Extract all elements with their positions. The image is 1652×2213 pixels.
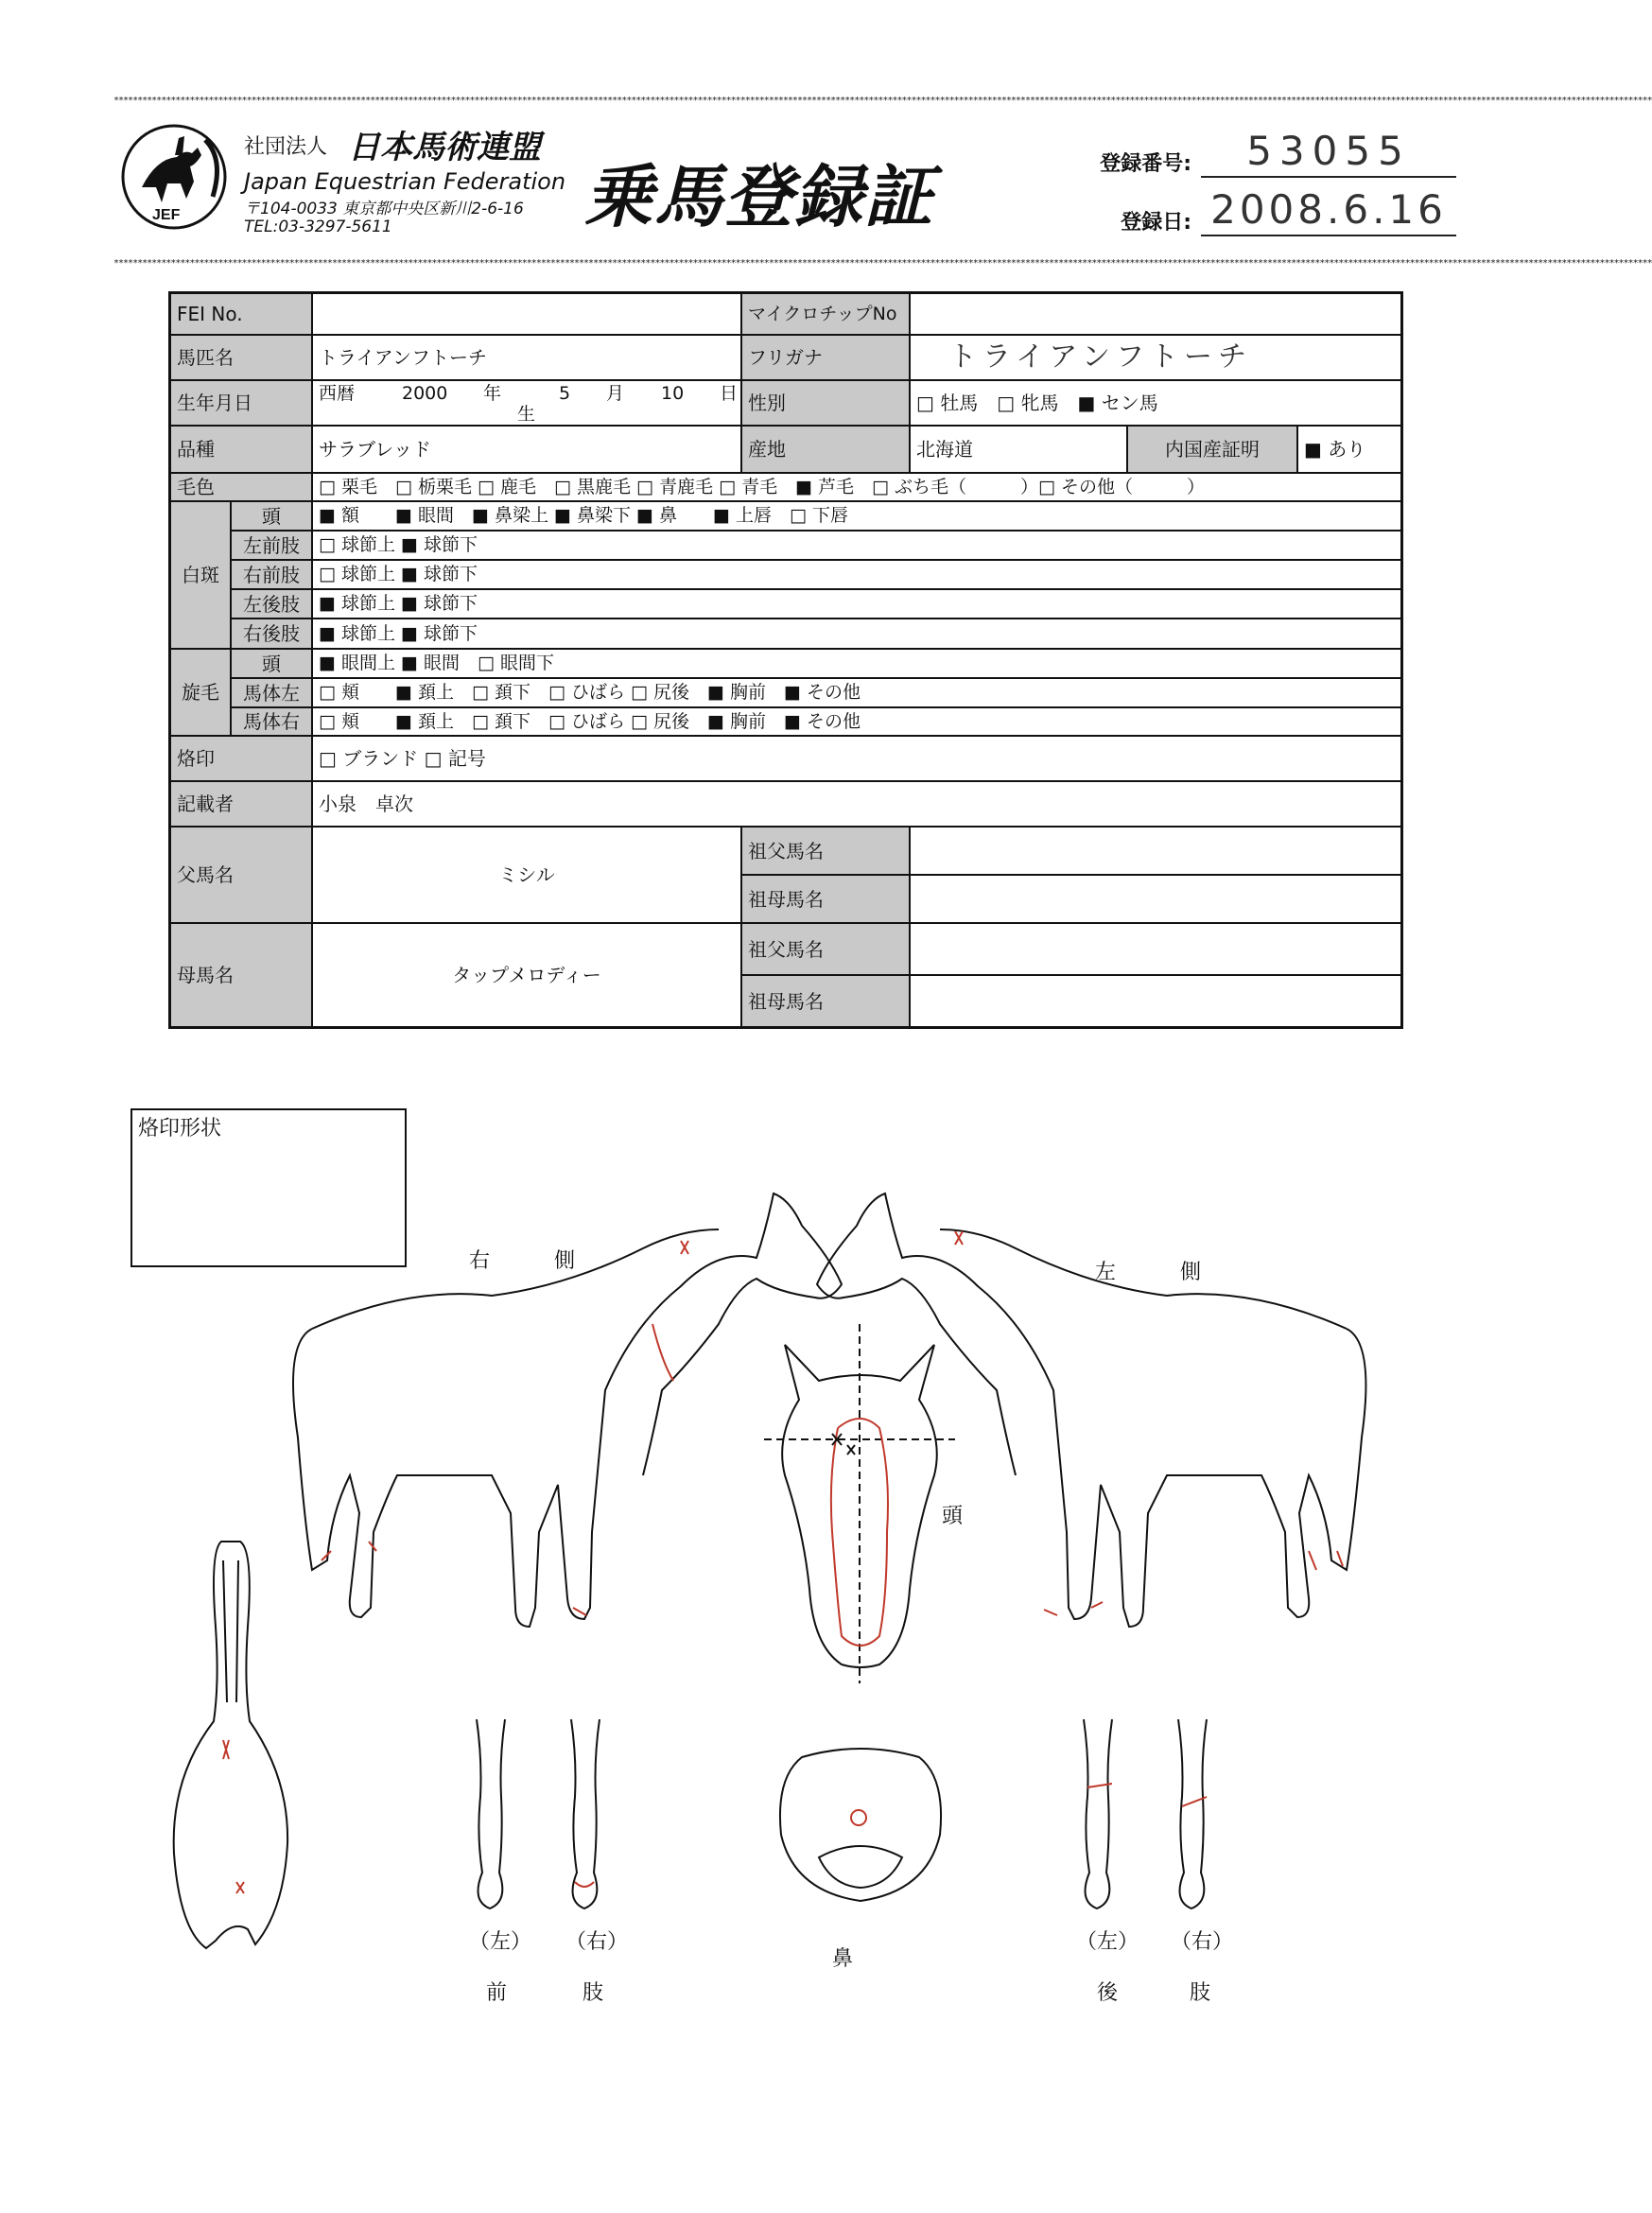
breed-label: 品種 bbox=[171, 427, 311, 472]
dam-label: 母馬名 bbox=[171, 924, 311, 1026]
furigana-label: フリガナ bbox=[742, 336, 909, 379]
dam-granddam-label: 祖母馬名 bbox=[742, 976, 909, 1026]
sex-label: 性別 bbox=[742, 381, 909, 425]
year-unit: 年 bbox=[483, 383, 502, 404]
document-title: 乗馬登録証 bbox=[584, 157, 935, 236]
birth-year: 2000 bbox=[402, 383, 448, 404]
white-mark-part-left-hind: 左後肢 bbox=[232, 590, 311, 618]
dam-value: タップメロディー bbox=[452, 964, 601, 986]
right-side-horse-outline bbox=[293, 1194, 842, 1627]
hind-caption-1: 後 bbox=[1097, 1981, 1119, 2005]
sex-option-gelding: ■ セン馬 bbox=[1077, 392, 1158, 414]
whorls-label: 旋毛 bbox=[171, 650, 230, 735]
fore-caption-2: 肢 bbox=[583, 1981, 604, 2005]
nose-view bbox=[780, 1749, 941, 1901]
logo-text: JEF bbox=[152, 207, 181, 223]
fore-legs-view bbox=[477, 1719, 600, 1908]
horse-top-view bbox=[174, 1542, 287, 1948]
origin-value: 北海道 bbox=[916, 438, 973, 461]
fore-caption-1: 前 bbox=[486, 1981, 508, 2005]
left-side-label-2: 側 bbox=[1180, 1261, 1202, 1284]
white-mark-right-hind-value: ■ 球節上 ■ 球節下 bbox=[319, 622, 478, 644]
origin-label: 産地 bbox=[742, 427, 909, 472]
reg-date-label: 登録日: bbox=[1121, 211, 1191, 235]
reg-number-label: 登録番号: bbox=[1100, 152, 1191, 176]
whorl-part-body-right: 馬体右 bbox=[232, 708, 311, 735]
whorl-body-left-value: □ 頬 ■ 頚上 □ 頚下 □ ひばら □ 尻後 ■ 胸前 ■ その他 bbox=[319, 682, 861, 704]
domestic-cert-value: ■ あり bbox=[1304, 438, 1366, 461]
brand-shape-label: 烙印形状 bbox=[138, 1117, 222, 1141]
fei-label: FEI No. bbox=[171, 294, 311, 334]
domestic-cert-label: 内国産証明 bbox=[1128, 427, 1296, 472]
white-mark-part-right-fore: 右前肢 bbox=[232, 561, 311, 588]
top-separator: ************************************************************************************************************************************************************************************************************************************************************************************************************************************ bbox=[113, 96, 1652, 106]
dam-grandsire-label: 祖父馬名 bbox=[742, 924, 909, 974]
white-mark-part-left-fore: 左前肢 bbox=[232, 531, 311, 559]
brand-label: 烙印 bbox=[171, 737, 311, 780]
fore-right-label: （右） bbox=[565, 1930, 629, 1954]
org-name: 日本馬術連盟 bbox=[348, 129, 541, 166]
reg-number-value: 53055 bbox=[1201, 127, 1456, 178]
brand-value: □ ブランド □ 記号 bbox=[319, 747, 486, 770]
furigana-value: トライアンフトーチ bbox=[948, 340, 1252, 374]
recorder-value: 小泉 卓次 bbox=[319, 793, 413, 815]
microchip-label: マイクロチップNo bbox=[742, 294, 909, 334]
white-mark-part-head: 頭 bbox=[232, 502, 311, 530]
nose-label: 鼻 bbox=[832, 1947, 854, 1971]
white-mark-left-fore-value: □ 球節上 ■ 球節下 bbox=[319, 534, 478, 556]
coat-label: 毛色 bbox=[171, 474, 311, 500]
head-front-view bbox=[764, 1324, 955, 1683]
reg-date-value: 2008.6.16 bbox=[1201, 185, 1456, 236]
left-side-horse-outline bbox=[817, 1194, 1365, 1627]
birthdate-label: 生年月日 bbox=[171, 381, 311, 425]
hind-legs-view bbox=[1084, 1719, 1207, 1908]
sire-grandsire-label: 祖父馬名 bbox=[742, 828, 909, 874]
hind-left-label: （左） bbox=[1076, 1930, 1139, 1954]
recorder-label: 記載者 bbox=[171, 782, 311, 826]
left-side-label-1: 左 bbox=[1095, 1261, 1117, 1284]
whorl-body-right-value: □ 頬 ■ 頚上 □ 頚下 □ ひばら □ 尻後 ■ 胸前 ■ その他 bbox=[319, 710, 861, 732]
sex-option-stallion: □ 牡馬 bbox=[916, 392, 979, 414]
sire-value: ミシル bbox=[498, 863, 555, 886]
breed-value: サラブレッド bbox=[319, 438, 431, 461]
right-side-label-1: 右 bbox=[469, 1249, 491, 1273]
sire-label: 父馬名 bbox=[171, 828, 311, 922]
white-mark-right-fore-value: □ 球節上 ■ 球節下 bbox=[319, 564, 478, 585]
whorl-part-body-left: 馬体左 bbox=[232, 679, 311, 706]
birth-month: 5 bbox=[559, 383, 571, 404]
coat-value: □ 栗毛 □ 栃栗毛 □ 鹿毛 □ 黒鹿毛 □ 青鹿毛 □ 青毛 ■ 芦毛 □ ぶち毛（ ）□ その他（ ） bbox=[319, 476, 1206, 497]
horse-name-label: 馬匹名 bbox=[171, 336, 311, 379]
header-separator: ************************************************************************************************************************************************************************************************************************************************************************************************************************************ bbox=[113, 258, 1652, 269]
head-label: 頭 bbox=[942, 1505, 964, 1528]
white-mark-left-hind-value: ■ 球節上 ■ 球節下 bbox=[319, 593, 478, 615]
hind-caption-2: 肢 bbox=[1190, 1981, 1211, 2005]
birth-era: 西暦 bbox=[319, 383, 356, 404]
right-side-label-2: 側 bbox=[554, 1249, 576, 1273]
born-unit: 生 bbox=[517, 404, 536, 425]
fore-left-label: （左） bbox=[469, 1930, 532, 1954]
day-unit: 日 bbox=[720, 383, 739, 404]
sex-option-mare: □ 牝馬 bbox=[997, 392, 1059, 414]
org-address: 〒104-0033 東京都中央区新川2-6-16 bbox=[244, 200, 524, 218]
birth-day: 10 bbox=[661, 383, 685, 404]
whorl-part-head: 頭 bbox=[232, 650, 311, 677]
horse-name-value: トライアンフトーチ bbox=[319, 346, 487, 369]
org-tel: TEL:03-3297-5611 bbox=[244, 218, 392, 236]
white-mark-part-right-hind: 右後肢 bbox=[232, 619, 311, 648]
org-label: 社団法人 bbox=[244, 135, 328, 159]
sire-granddam-label: 祖母馬名 bbox=[742, 876, 909, 922]
white-marks-label: 白斑 bbox=[171, 502, 230, 648]
hind-right-label: （右） bbox=[1171, 1930, 1234, 1954]
white-mark-head-value: ■ 額 ■ 眼間 ■ 鼻梁上 ■ 鼻梁下 ■ 鼻 ■ 上唇 □ 下唇 bbox=[319, 505, 849, 527]
whorl-head-value: ■ 眼間上 ■ 眼間 □ 眼間下 bbox=[319, 653, 555, 674]
month-unit: 月 bbox=[606, 383, 625, 404]
org-english-name: Japan Equestrian Federation bbox=[244, 168, 566, 195]
